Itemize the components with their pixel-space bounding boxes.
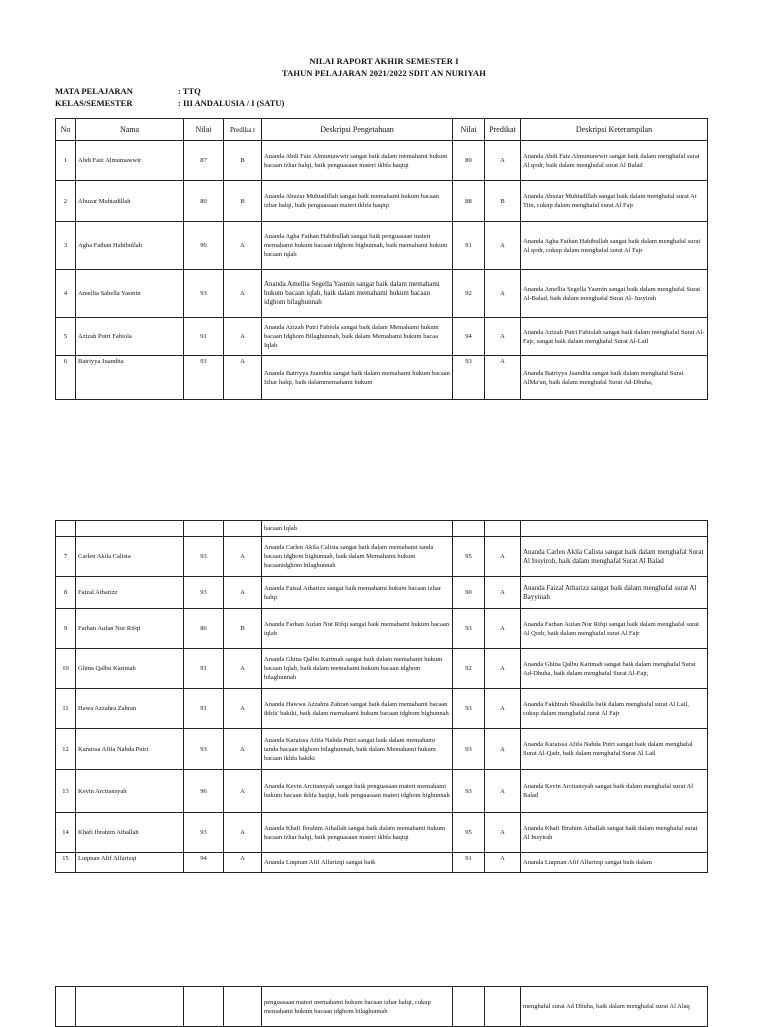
row-no: 5 — [56, 318, 76, 356]
score-knowledge: 87 — [184, 141, 224, 181]
description-knowledge: Ananda Amellia Segella Yasmin sangat baik dalam memahami hukum bacaan iqlab, baik dalam memahami hukum bacaan idghom bilaghunnah — [262, 270, 453, 318]
report-subtitle: TAHUN PELAJARAN 2021/2022 SDIT AN NURIYAH — [282, 68, 486, 78]
row-no: 8 — [56, 577, 76, 609]
row-no: 10 — [56, 649, 76, 689]
grades-table-page1 — [55, 118, 708, 400]
table-row — [56, 181, 708, 222]
predicate-knowledge: A — [224, 689, 262, 729]
score-knowledge: 93 — [184, 537, 224, 577]
col-predikat-keterampilan: Predikat — [485, 119, 521, 141]
predicate-knowledge: A — [224, 649, 262, 689]
student-name: Luqman Afif Alfarizqi — [76, 853, 184, 873]
description-skill: Ananda Luqman Afif Alfarizqi sangat baik dalam — [521, 853, 708, 873]
score-knowledge: 91 — [184, 318, 224, 356]
student-name: Abuzar Muhtadillah — [76, 181, 184, 222]
table-row — [56, 770, 708, 813]
predicate-knowledge: A — [224, 853, 262, 873]
score-knowledge: 91 — [184, 649, 224, 689]
subject-row — [55, 86, 201, 96]
report-title: NILAI RAPORT AKHIR SEMESTER I — [309, 56, 459, 66]
table-row — [56, 537, 708, 577]
table-row — [56, 609, 708, 649]
description-skill: Ananda Kevin Arctiansyah sangat baik dalam menghafal surat Al Balad — [521, 770, 708, 813]
score-knowledge: 93 — [184, 577, 224, 609]
row-no: 13 — [56, 770, 76, 813]
description-knowledge: Ananda Karaissa Afifa Nahda Putri sangat baik dalam memahami tanda bacaan idghom bilaghunnah, baik dalam Memahami hukum bacaan ikhfa hakiki — [262, 729, 453, 770]
description-skill: Ananda Abdi Faiz Almumawwir sangat baik dalam menghafal surat Al qodr, baik dalam menghafal surat Al Balad — [521, 141, 708, 181]
continuation-row — [56, 521, 708, 537]
predicate-skill: A — [485, 689, 521, 729]
class-row — [55, 98, 284, 108]
col-nilai: Nilai — [184, 119, 224, 141]
score-skill: 91 — [453, 222, 485, 270]
description-skill: Ananda Ghina Qalbu Karimah sangat baik dalam menghafal Surat Ad-Dhuha, baik dalam menghafal Surat Al-Fajr, — [521, 649, 708, 689]
student-name: Azizah Putri Fabiola — [76, 318, 184, 356]
predicate-knowledge: A — [224, 537, 262, 577]
predicate-skill: A — [485, 609, 521, 649]
score-skill: 95 — [453, 813, 485, 853]
continuation-row — [56, 987, 708, 1027]
score-knowledge: 96 — [184, 770, 224, 813]
score-skill: 93 — [453, 770, 485, 813]
student-name: Kevin Arctiansyah — [76, 770, 184, 813]
table-row — [56, 729, 708, 770]
predicate-knowledge: A — [224, 770, 262, 813]
predicate-skill: A — [485, 729, 521, 770]
description-skill: Ananda Karaissa Afifa Nahda Putri sangat baik dalam menghafal Surat Al-Qadr, baik dalam menghafal Surat Al Lail — [521, 729, 708, 770]
predicate-skill: A — [485, 537, 521, 577]
description-knowledge: Ananda Hawwa Azzahra Zahran sangat baik dalam memahami bacaan ikhfa' hakiki, baik dalam memahami hukum bacaan idghom bighunnah — [262, 689, 453, 729]
description-knowledge: Ananda Agha Fathan Habibullah sangat baik penguasaan materi memahami hukum bacaan idghom bighunnah, baik memahami hukum bacaan iqlab — [262, 222, 453, 270]
predicate-skill: A — [485, 222, 521, 270]
col-nilai-keterampilan: Nilai — [453, 119, 485, 141]
student-name: Farhan Aufan Nur Rifqi — [76, 609, 184, 649]
score-skill: 94 — [453, 318, 485, 356]
student-name: Carlen Akila Calista — [76, 537, 184, 577]
table-row — [56, 318, 708, 356]
row-no: 2 — [56, 181, 76, 222]
continuation-text: bacaan Iqlab — [262, 521, 453, 537]
student-name: Karaissa Afifa Nahda Putri — [76, 729, 184, 770]
table-row — [56, 689, 708, 729]
score-knowledge: 80 — [184, 181, 224, 222]
row-no: 15 — [56, 853, 76, 873]
score-knowledge: 91 — [184, 689, 224, 729]
description-skill: Ananda Faizal Atharizz sangat baik dalam menghafal surat Al Bayyinah — [521, 577, 708, 609]
description-knowledge: Ananda Carlen Akila Calista sangat baik dalam memahami tanda bacaan idghom bighunnah, baik dalam Memahami hukum bacaanidghom bilaghunnah — [262, 537, 453, 577]
score-skill: 92 — [453, 649, 485, 689]
col-no: No — [56, 119, 76, 141]
subject-value: : TTQ — [178, 86, 201, 96]
predicate-knowledge: A — [224, 577, 262, 609]
row-no: 14 — [56, 813, 76, 853]
score-skill: 93 — [453, 729, 485, 770]
row-no: 3 — [56, 222, 76, 270]
table-row — [56, 356, 708, 400]
predicate-knowledge: A — [224, 813, 262, 853]
description-knowledge: Ananda Luqman Afif Alfarizqi sangat baik — [262, 853, 453, 873]
predicate-skill: A — [485, 649, 521, 689]
score-skill: 88 — [453, 181, 485, 222]
score-knowledge: 90 — [184, 222, 224, 270]
score-knowledge: 93 — [184, 270, 224, 318]
col-deskripsi-pengetahuan: Deskripsi Pengetahuan — [262, 119, 453, 141]
table-row — [56, 222, 708, 270]
score-knowledge: 93 — [184, 729, 224, 770]
predicate-skill: A — [485, 813, 521, 853]
description-knowledge: Ananda Abdi Faiz Almumawwir sangat baik dalam memahami hukum bacaan izhar halqi, baik penguasaan materi ikhfa haqiqi — [262, 141, 453, 181]
score-skill: 92 — [453, 270, 485, 318]
score-knowledge: 94 — [184, 853, 224, 873]
description-knowledge: Ananda Azizah Putri Fabiola sangat baik dalam Memahami hukum bacaan Idghom Bilaghunnah, baik dalam Memahami hukum bacaa Iqlab — [262, 318, 453, 356]
student-name: Batriyya Juandita — [76, 356, 184, 400]
score-skill: 93 — [453, 609, 485, 649]
predicate-skill: A — [485, 270, 521, 318]
description-knowledge: Ananda Batriyya Juandita sangat baik dalam memahami hukum bacaan Izhar halqi, baik dalammemahami hukum — [262, 356, 453, 400]
row-no: 12 — [56, 729, 76, 770]
score-knowledge: 93 — [184, 356, 224, 400]
table-row — [56, 141, 708, 181]
class-label: KELAS/SEMESTER — [55, 98, 133, 108]
description-skill: Ananda Agha Fathan Habibullah sangat baik dalam menghafal surat Al qodr, cukup dalam menghafal surat Al Fajr — [521, 222, 708, 270]
row-no: 6 — [56, 356, 76, 400]
description-knowledge: Ananda Abuzar Muhtadillah sangat baik memahami hukum bacaan izhar halqi, baik penguasaan materi ikhfa haqiqi — [262, 181, 453, 222]
class-value: : III ANDALUSIA / I (SATU) — [178, 98, 285, 108]
student-name: Amellia Sabella Yasmin — [76, 270, 184, 318]
description-skill: Ananda Khafi Ibrahim Athallah sangat baik dalam menghafal surat Al Insyirah — [521, 813, 708, 853]
student-name: Khafi Ibrahim Athallah — [76, 813, 184, 853]
predicate-skill: A — [485, 141, 521, 181]
predicate-knowledge: A — [224, 318, 262, 356]
row-no: 11 — [56, 689, 76, 729]
score-knowledge: 86 — [184, 609, 224, 649]
predicate-knowledge: A — [224, 222, 262, 270]
predicate-knowledge: A — [224, 270, 262, 318]
description-skill: Ananda Farhan Aufan Nur Rifqi sangat baik dalam menghafal surat Al Qodr, baik dalam menghafal surat Al Fajr — [521, 609, 708, 649]
score-knowledge: 93 — [184, 813, 224, 853]
description-knowledge: Ananda Ghina Qalbu Karimah sangat baik dalam memahami hukum bacaan Iqlab, baik dalam memahami hukum bacaan idghom bilaghunnah — [262, 649, 453, 689]
description-knowledge: Ananda Faizal Atharizz sangat baik memahami hukum bacaan izhar halqi — [262, 577, 453, 609]
table-row — [56, 649, 708, 689]
predicate-knowledge: B — [224, 181, 262, 222]
score-skill: 95 — [453, 537, 485, 577]
row-no: 7 — [56, 537, 76, 577]
table-row — [56, 270, 708, 318]
student-name: Agha Fathan Habibullah — [76, 222, 184, 270]
row-no: 4 — [56, 270, 76, 318]
description-skill: Ananda Carlen Akila Calista sangat baik dalam menghafal Surat Al Insyiroh, baik dalam menghafal Surat Al Balad — [521, 537, 708, 577]
predicate-skill: B — [485, 181, 521, 222]
predicate-knowledge: A — [224, 729, 262, 770]
score-skill: 89 — [453, 141, 485, 181]
description-skill: Ananda Batriyya Juandita sangat baik dalam menghafal Surat AlMa'un, baik dalam menghafal Surat Ad-Dhuha, — [521, 356, 708, 400]
student-name: Faizal Atharizz — [76, 577, 184, 609]
predicate-skill: A — [485, 577, 521, 609]
predicate-knowledge: B — [224, 141, 262, 181]
table-header-row — [56, 119, 708, 141]
description-knowledge: Ananda Kevin Arctiansyah sangat baik penguasaan materi memahami hukum bacaan ikhfa haqiqi, baik penguasaan materi idghom bighunnah — [262, 770, 453, 813]
row-no: 9 — [56, 609, 76, 649]
table-row — [56, 853, 708, 873]
score-skill: 93 — [453, 689, 485, 729]
description-skill: Ananda Fakhirah Shaakilla baik dalam menghafal surat Al Lail, cukup dalam menghafal surat Al Fajr — [521, 689, 708, 729]
student-name: Ghina Qalbu Karimah — [76, 649, 184, 689]
score-skill: 90 — [453, 577, 485, 609]
grades-table-page2 — [55, 520, 708, 873]
subject-label: MATA PELAJARAN — [55, 86, 133, 96]
table-row — [56, 577, 708, 609]
score-skill: 91 — [453, 853, 485, 873]
description-skill: Ananda Abuzar Muhtadillah sangat baik dalam menghafal surat At Tiin, cukup dalam menghafal surat Al Fajr — [521, 181, 708, 222]
predicate-skill: A — [485, 356, 521, 400]
col-predikat: Predika t — [224, 119, 262, 141]
col-nama: Nama — [76, 119, 184, 141]
grades-table-page3 — [55, 986, 708, 1027]
predicate-skill: A — [485, 853, 521, 873]
description-knowledge: Ananda Farhan Aufan Nur Rifqi sangat baik memahami hukum bacaan iqlab — [262, 609, 453, 649]
predicate-skill: A — [485, 318, 521, 356]
student-name: Hawa Azzahra Zahran — [76, 689, 184, 729]
student-name: Abdi Faiz Almumawwir — [76, 141, 184, 181]
table-row — [56, 813, 708, 853]
description-skill: Ananda Azizah Putri Fabiolah sangat baik dalam menghafal Surat Al-Fajr, sangat baik dalam menghafal Surat Al-Lail — [521, 318, 708, 356]
predicate-knowledge: A — [224, 356, 262, 400]
predicate-skill: A — [485, 770, 521, 813]
description-knowledge: Ananda Khafi Ibrahim Athallah sangat baik dalam memahami hukum bacaan izhar halqi, baik penguasaan materi ikhfa haqiqi — [262, 813, 453, 853]
predicate-knowledge: B — [224, 609, 262, 649]
score-skill: 93 — [453, 356, 485, 400]
row-no: 1 — [56, 141, 76, 181]
col-deskripsi-keterampilan: Deskripsi Keterampilan — [521, 119, 708, 141]
continuation-text-knowledge: penguasaan materi memahami hukum bacaan izhar halqi, cukup memahami hukum bacaan idghom bilaghunnah — [262, 987, 453, 1027]
continuation-text-skill: menghafal surat Ad Dhuha, baik dalam menghafal surat Al Alaq — [521, 987, 708, 1027]
description-skill: Ananda Amellia Segella Yasmin sangat baik dalam menghafal Surat Al-Balad, baik dalam menghafal Surat Al- Insyirah — [521, 270, 708, 318]
